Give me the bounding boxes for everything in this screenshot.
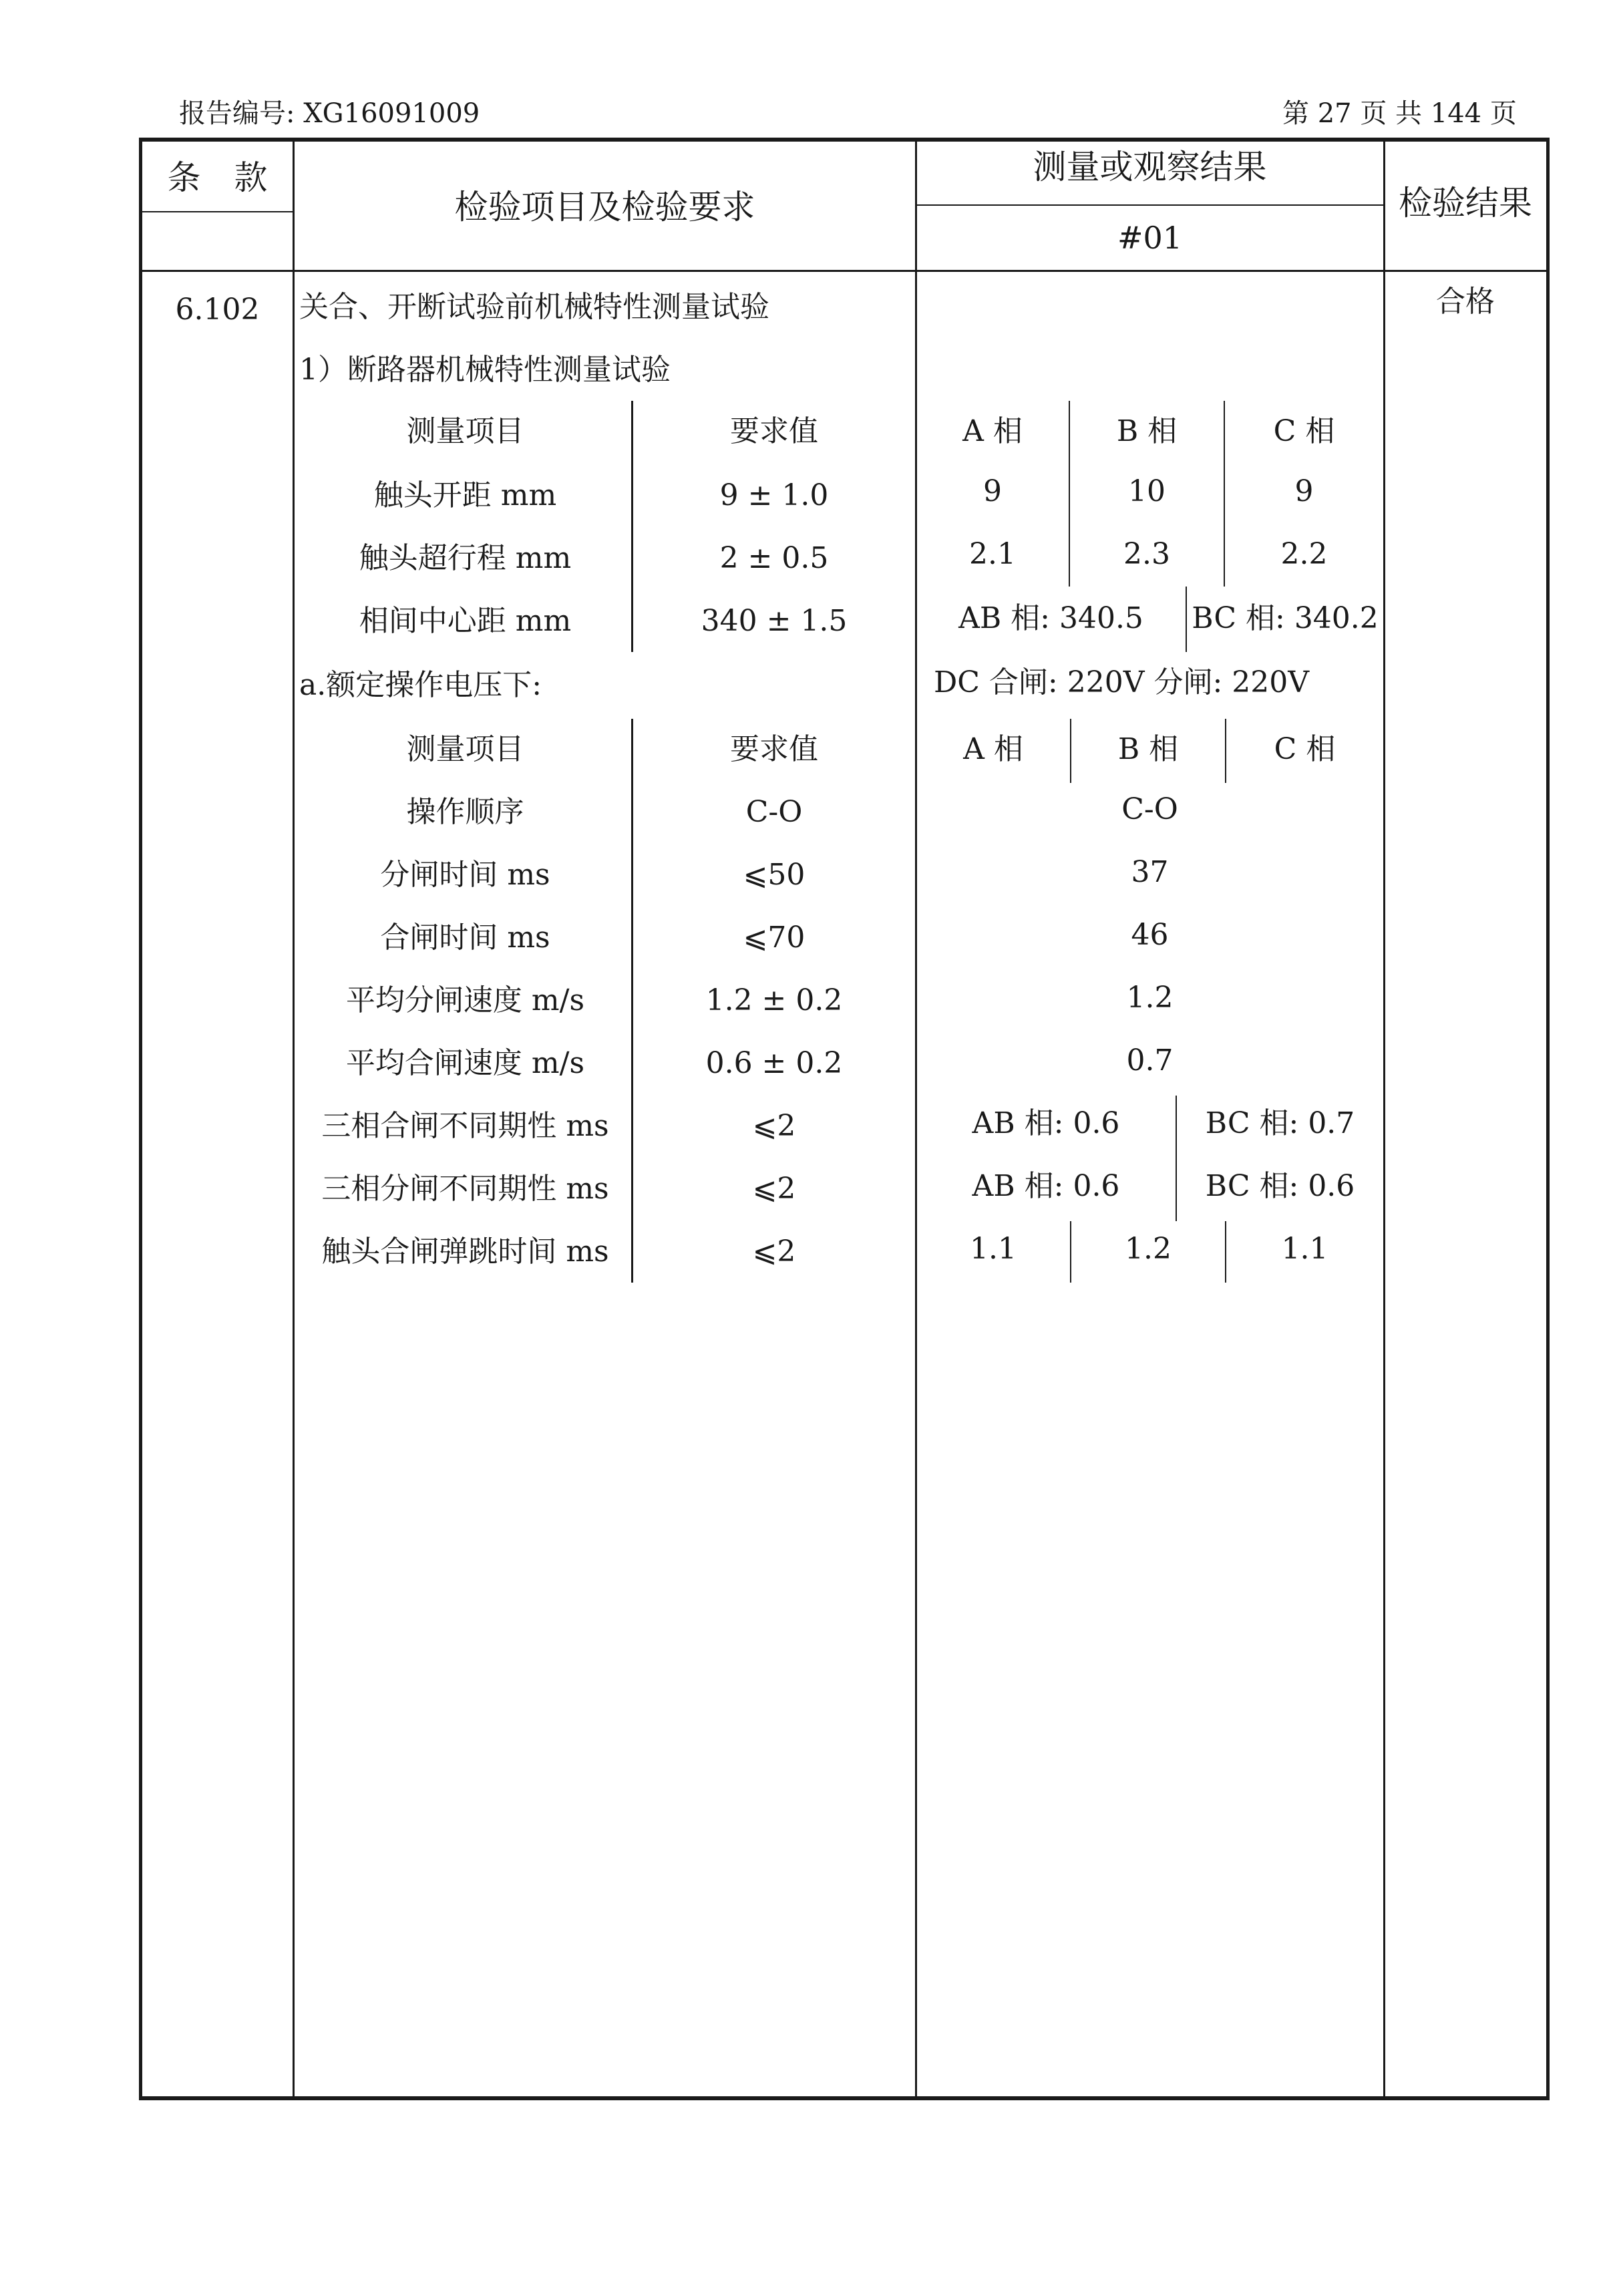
col-c-label: C 相 xyxy=(1274,732,1336,766)
row-b: 2.3 xyxy=(1123,537,1170,571)
row-item: 三相分闸不同期性 ms xyxy=(321,1172,609,1206)
header-sample: #01 xyxy=(1117,220,1183,256)
row-req: 9 ± 1.0 xyxy=(719,478,829,512)
row-item: 分闸时间 ms xyxy=(380,858,550,892)
operating-voltage: DC 合闸: 220V 分闸: 220V xyxy=(934,665,1310,699)
header-result: 检验结果 xyxy=(1399,184,1532,222)
row-bc: BC 相: 0.7 xyxy=(1205,1106,1355,1140)
col-b-label: B 相 xyxy=(1117,732,1179,766)
row-req: ⩽50 xyxy=(743,858,806,892)
header-measurement: 测量或观察结果 xyxy=(1033,148,1267,186)
result-value: 合格 xyxy=(1436,285,1495,319)
row-item: 操作顺序 xyxy=(406,795,524,829)
row-req: 340 ± 1.5 xyxy=(701,604,848,638)
header-clause: 条 款 xyxy=(167,158,268,197)
row-item: 三相合闸不同期性 ms xyxy=(321,1109,609,1143)
row-item: 平均合闸速度 m/s xyxy=(345,1046,585,1080)
header-item: 检验项目及检验要求 xyxy=(454,188,755,226)
row-value: 46 xyxy=(1131,918,1169,952)
col-req-label: 要求值 xyxy=(730,414,818,448)
row-value: 0.7 xyxy=(1126,1043,1174,1078)
row-item: 平均分闸速度 m/s xyxy=(345,983,585,1017)
row-item: 触头开距 mm xyxy=(373,478,557,512)
report-number: 报告编号: XG16091009 xyxy=(179,98,480,129)
row-req: C-O xyxy=(745,795,803,829)
row-item: 触头合闸弹跳时间 ms xyxy=(321,1235,609,1269)
row-c: 9 xyxy=(1294,474,1314,508)
row-ab: AB 相: 340.5 xyxy=(958,601,1143,635)
row-item: 相间中心距 mm xyxy=(359,604,572,638)
col-req-label: 要求值 xyxy=(730,732,818,766)
row-req: ⩽2 xyxy=(752,1235,796,1269)
row-req: ⩽70 xyxy=(743,921,806,955)
row-value: 37 xyxy=(1131,855,1169,889)
row-ab: AB 相: 0.6 xyxy=(972,1106,1120,1140)
row-req: 0.6 ± 0.2 xyxy=(705,1046,843,1080)
clause-number: 6.102 xyxy=(175,293,260,327)
col-a-label: A 相 xyxy=(963,732,1023,766)
row-value: C-O xyxy=(1121,792,1178,826)
row-req: 1.2 ± 0.2 xyxy=(705,983,843,1017)
row-ab: AB 相: 0.6 xyxy=(972,1169,1120,1203)
page-info: 第 27 页 共 144 页 xyxy=(1282,98,1517,129)
test-subtitle: 1）断路器机械特性测量试验 xyxy=(299,353,671,387)
col-c-label: C 相 xyxy=(1273,414,1335,448)
row-b: 10 xyxy=(1128,474,1166,508)
test-title: 关合、开断试验前机械特性测量试验 xyxy=(299,290,769,324)
row-req: ⩽2 xyxy=(752,1109,796,1143)
col-a-label: A 相 xyxy=(962,414,1023,448)
row-c: 2.2 xyxy=(1280,537,1328,571)
row-bc: BC 相: 340.2 xyxy=(1192,601,1379,635)
row-a: 2.1 xyxy=(969,537,1016,571)
row-req: 2 ± 0.5 xyxy=(719,541,829,575)
col-b-label: B 相 xyxy=(1116,414,1178,448)
row-bc: BC 相: 0.6 xyxy=(1205,1169,1355,1203)
row-value: 1.2 xyxy=(1126,981,1174,1015)
section2-title: a.额定操作电压下: xyxy=(299,668,542,702)
col-item-label: 测量项目 xyxy=(406,414,524,448)
col-item-label: 测量项目 xyxy=(406,732,524,766)
row-a: 1.1 xyxy=(970,1232,1017,1266)
row-b: 1.2 xyxy=(1125,1232,1172,1266)
row-req: ⩽2 xyxy=(752,1172,796,1206)
row-a: 9 xyxy=(983,474,1002,508)
row-item: 合闸时间 ms xyxy=(380,921,550,955)
row-c: 1.1 xyxy=(1281,1232,1328,1266)
row-item: 触头超行程 mm xyxy=(359,541,572,575)
